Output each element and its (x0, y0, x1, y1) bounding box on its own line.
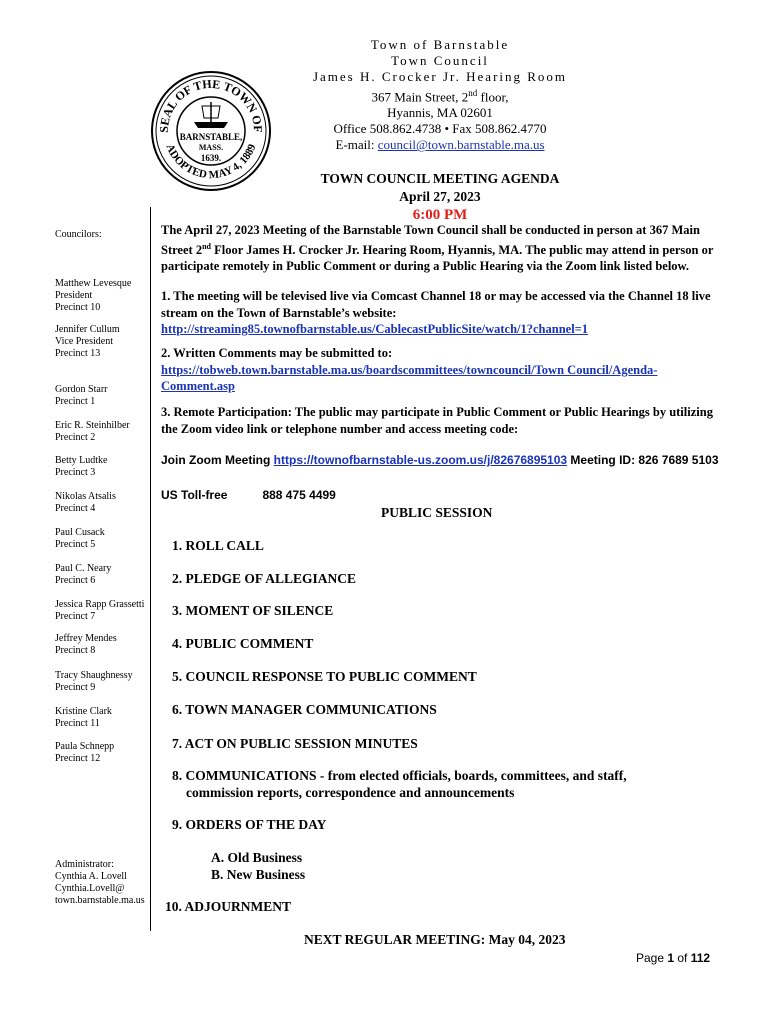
agenda-item-8-continued: commission reports, correspondence and announcements (186, 785, 515, 800)
email-link[interactable]: council@town.barnstable.ma.us (377, 137, 545, 153)
councilor-name: Tracy Shaughnessy (55, 670, 133, 681)
councilor-precinct: Precinct 10 (55, 302, 101, 313)
agenda-date: April 27, 2023 (399, 189, 481, 204)
admin-name: Cynthia A. Lovell (55, 871, 127, 882)
zoom-meeting-id: Meeting ID: 826 7689 5103 (567, 453, 719, 467)
street: 367 Main Street, 2 (371, 89, 469, 105)
councilor-precinct: Precinct 4 (55, 503, 96, 514)
tollfree-label: US Toll-free (161, 488, 228, 502)
councilor-precinct: Precinct 2 (55, 432, 96, 443)
councilor-name: Eric R. Steinhilber (55, 420, 130, 431)
councilor-entry (55, 741, 150, 765)
agenda-item-1: 1. ROLL CALL (172, 538, 264, 553)
councilor-precinct: Precinct 9 (55, 682, 96, 693)
councilor-name: Kristine Clark (55, 706, 112, 717)
agenda-item-6: 6. TOWN MANAGER COMMUNICATIONS (172, 702, 437, 717)
councilor-precinct: Precinct 11 (55, 718, 100, 729)
agenda-item-3: 3. MOMENT OF SILENCE (172, 603, 334, 618)
sidebar-divider (150, 207, 151, 931)
admin-label: Administrator: (55, 859, 114, 870)
comment-link[interactable]: https://tobweb.town.barnstable.ma.us/boardscommittees/towncouncil/Town Council/Agenda-Comment.asp (161, 362, 658, 393)
intro-text-1: The April 27, 2023 Meeting of the Barnstable Town Council shall be conducted in person at 367 Main Street 2 (161, 223, 700, 257)
phone-line: Office 508.862.4738 • Fax 508.862.4770 (333, 121, 547, 137)
room-name: James H. Crocker Jr. Hearing Room (312, 69, 568, 84)
note-2 (161, 345, 721, 395)
tollfree-line (161, 487, 721, 504)
councilor-precinct: Precinct 13 (55, 348, 101, 359)
email-line (290, 137, 590, 153)
councilor-role: Vice President (55, 336, 113, 347)
note-1-text: 1. The meeting will be televised live via Comcast Channel 18 or may be accessed via the Channel 18 live stream on the Town of Barnstable’s website: (161, 289, 711, 320)
seal-top-text: SEAL OF THE TOWN OF (156, 76, 266, 133)
floor: floor, (477, 89, 509, 105)
agenda-item-9: 9. ORDERS OF THE DAY (172, 817, 327, 832)
intro-suffix: nd (202, 241, 211, 251)
seal-center-1: BARNSTABLE, (179, 132, 243, 142)
councilor-entry (55, 599, 150, 623)
next-meeting: NEXT REGULAR MEETING: May 04, 2023 (304, 932, 566, 947)
zoom-label: Join Zoom Meeting (161, 453, 274, 467)
councilor-precinct: Precinct 5 (55, 539, 96, 550)
new-business: B. New Business (211, 867, 306, 882)
admin-email-2: town.barnstable.ma.us (55, 895, 145, 906)
admin-email-1: Cynthia.Lovell@ (55, 883, 125, 894)
agenda-item-4: 4. PUBLIC COMMENT (172, 636, 314, 651)
agenda-item-7: 7. ACT ON PUBLIC SESSION MINUTES (172, 736, 418, 751)
councilor-entry (55, 324, 150, 360)
agenda-time: 6:00 PM (412, 207, 468, 223)
ordinal-suffix: nd (468, 88, 478, 98)
session-title: PUBLIC SESSION (381, 505, 493, 520)
note-3: 3. Remote Participation: The public may participate in Public Comment or Public Hearings by utilizing the Zoom video link or telephone number and access meeting code: (161, 405, 713, 436)
councilor-name: Paul C. Neary (55, 563, 112, 574)
page-indicator (636, 951, 710, 965)
councilor-name: Gordon Starr (55, 384, 108, 395)
councilors-heading: Councilors: (55, 229, 102, 240)
intro-paragraph (161, 222, 721, 275)
councilor-precinct: Precinct 6 (55, 575, 96, 586)
councilor-entry (55, 491, 150, 515)
page-total: 112 (690, 951, 711, 965)
street-address (290, 85, 590, 105)
councilor-name: Jessica Rapp Grassetti (55, 599, 145, 610)
letterhead (290, 37, 590, 153)
zoom-link[interactable]: https://townofbarnstable-us.zoom.us/j/82676895103 (273, 453, 568, 467)
councilor-entry (55, 527, 150, 551)
note-1 (161, 288, 721, 338)
tollfree-number: 888 475 4499 (262, 488, 336, 502)
councilor-precinct: Precinct 1 (55, 396, 96, 407)
councilor-name: Betty Ludtke (55, 455, 108, 466)
page-label: Page (636, 951, 668, 965)
agenda-item-2: 2. PLEDGE OF ALLEGIANCE (172, 571, 357, 586)
note-2-text: 2. Written Comments may be submitted to: (161, 346, 393, 360)
city-line: Hyannis, MA 02601 (387, 105, 493, 121)
email-label: E-mail: (335, 137, 378, 153)
councilor-entry (55, 706, 150, 730)
page-of: of (674, 951, 691, 965)
councilor-entry (55, 455, 150, 479)
agenda-item-5: 5. COUNCIL RESPONSE TO PUBLIC COMMENT (172, 669, 477, 684)
councilor-entry (55, 384, 150, 408)
seal-center-3: 1639. (200, 153, 222, 163)
councilor-precinct: Precinct 8 (55, 645, 96, 656)
councilor-precinct: Precinct 12 (55, 753, 101, 764)
zoom-info (161, 452, 721, 469)
agenda-item-10: 10. ADJOURNMENT (165, 899, 292, 914)
councilor-role: President (55, 290, 93, 301)
councilor-name: Jennifer Cullum (55, 324, 120, 335)
seal-center-2: MASS. (198, 143, 224, 152)
councilor-entry (55, 670, 150, 694)
old-business: A. Old Business (211, 850, 303, 865)
intro-text-2: Floor James H. Crocker Jr. Hearing Room, Hyannis, MA. The public may attend in person or participate remotely in Public Comment or during a Public Hearing via the Zoom link listed below. (161, 242, 714, 274)
administrator-block (55, 859, 150, 907)
councilor-entry (55, 278, 150, 314)
council-name: Town Council (391, 53, 489, 68)
agenda-title-block (290, 170, 590, 224)
councilor-precinct: Precinct 7 (55, 611, 96, 622)
councilor-name: Matthew Levesque (55, 278, 132, 289)
agenda-title: TOWN COUNCIL MEETING AGENDA (320, 171, 560, 186)
councilor-name: Paula Schnepp (55, 741, 115, 752)
town-seal (150, 70, 272, 192)
councilor-entry (55, 420, 150, 444)
town-name: Town of Barnstable (370, 37, 510, 52)
councilor-name: Nikolas Atsalis (55, 491, 116, 502)
stream-link[interactable]: http://streaming85.townofbarnstable.us/CablecastPublicSite/watch/1?channel=1 (161, 322, 589, 336)
councilor-entry (55, 633, 150, 657)
agenda-item-8: 8. COMMUNICATIONS - from elected officials, boards, committees, and staff, (172, 768, 627, 783)
councilor-name: Jeffrey Mendes (55, 633, 117, 644)
seal-bottom-text: ADOPTED MAY 4, 1889 (163, 142, 259, 182)
councilor-name: Paul Cusack (55, 527, 105, 538)
page-number: 1 (667, 951, 675, 965)
councilor-precinct: Precinct 3 (55, 467, 96, 478)
councilor-entry (55, 563, 150, 587)
